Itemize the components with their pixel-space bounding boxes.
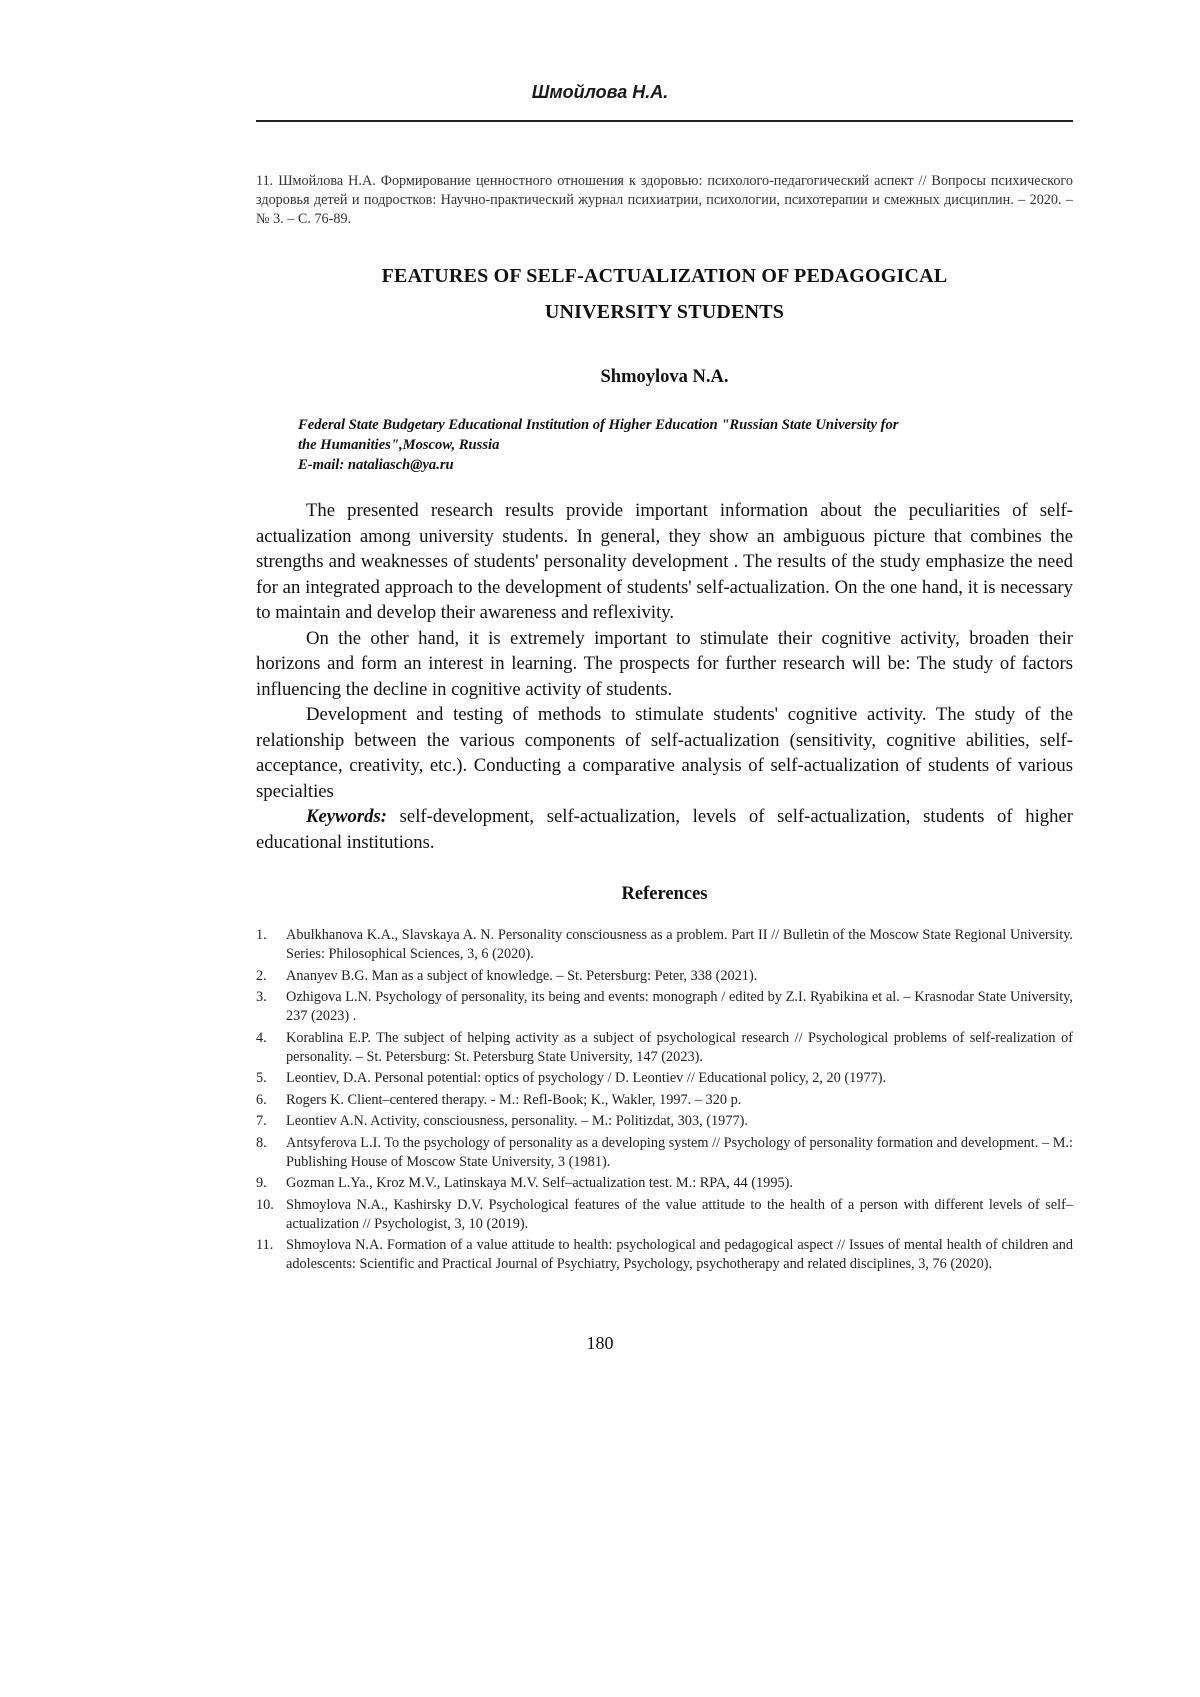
author-name: Shmoylova N.A.: [256, 367, 1073, 388]
references-list: [256, 926, 1073, 1277]
reference-item: [256, 988, 1073, 1026]
reference-number: 9.: [256, 1174, 286, 1193]
affiliation-line-2: the Humanities",Moscow, Russia: [298, 435, 1073, 455]
keywords-text: self-development, self-actualization, levels of self-actualization, students of higher educational institutions.: [256, 806, 1073, 853]
reference-text: Leontiev, D.A. Personal potential: optics of psychology / D. Leontiev // Educational policy, 2, 20 (1977).: [286, 1069, 1073, 1088]
reference-item: [256, 1069, 1073, 1088]
author-email: E-mail: nataliasch@ya.ru: [298, 455, 1073, 475]
reference-text: Shmoylova N.A. Formation of a value attitude to health: psychological and pedagogical aspect // Issues of mental health of children and adolescents: Scientific and Practical Journal of Psychiatry, Psychology, psychotherapy and related disciplines, 3, 76 (2020).: [286, 1236, 1073, 1274]
reference-number: 6.: [256, 1091, 286, 1110]
reference-number: 8.: [256, 1134, 286, 1172]
previous-reference: 11. Шмойлова Н.А. Формирование ценностного отношения к здоровью: психолого-педагогический аспект // Вопросы психического здоровья детей и подростков: Научно-практический журнал психиатрии, психологии, психотерапии и смежных дисциплин. – 2020. – № 3. – С. 76-89.: [256, 172, 1073, 229]
reference-text: Gozman L.Ya., Kroz M.V., Latinskaya M.V. Self–actualization test. M.: RPA, 44 (1995).: [286, 1174, 1073, 1193]
header-divider: [256, 120, 1073, 122]
keywords-paragraph: [256, 804, 1073, 855]
reference-item: [256, 1174, 1073, 1193]
page-number: 180: [0, 1333, 1200, 1354]
reference-number: 10.: [256, 1196, 286, 1234]
abstract-paragraph: On the other hand, it is extremely important to stimulate their cognitive activity, broaden their horizons and form an interest in learning. The prospects for further research will be: The study of factors influencing the decline in cognitive activity of students.: [256, 626, 1073, 703]
title-line-2: UNIVERSITY STUDENTS: [545, 301, 784, 323]
reference-number: 4.: [256, 1029, 286, 1067]
running-head: Шмойлова Н.А.: [0, 82, 1200, 103]
references-heading: References: [256, 884, 1073, 905]
reference-text: Leontiev A.N. Activity, consciousness, personality. – M.: Politizdat, 303, (1977).: [286, 1112, 1073, 1131]
reference-text: Antsyferova L.I. To the psychology of personality as a developing system // Psychology of personality formation and development. – M.: Publishing House of Moscow State University, 3 (1981).: [286, 1134, 1073, 1172]
reference-text: Rogers K. Client–centered therapy. - M.: Refl-Book; K., Wakler, 1997. – 320 p.: [286, 1091, 1073, 1110]
reference-item: [256, 1196, 1073, 1234]
abstract-paragraph: Development and testing of methods to stimulate students' cognitive activity. The study of the relationship between the various components of self-actualization (sensitivity, cognitive abilities, self-acceptance, creativity, etc.). Conducting a comparative analysis of self-actualization of students of various specialties: [256, 702, 1073, 804]
reference-text: Korablina E.P. The subject of helping activity as a subject of psychological research // Psychological problems of self-realization of personality. – St. Petersburg: St. Petersburg State University, 147 (2023).: [286, 1029, 1073, 1067]
reference-number: 5.: [256, 1069, 286, 1088]
reference-number: 2.: [256, 967, 286, 986]
reference-number: 7.: [256, 1112, 286, 1131]
reference-text: Abulkhanova K.A., Slavskaya A. N. Personality consciousness as a problem. Part II // Bulletin of the Moscow State Regional University. Series: Philosophical Sciences, 3, 6 (2020).: [286, 926, 1073, 964]
reference-number: 1.: [256, 926, 286, 964]
reference-item: [256, 926, 1073, 964]
reference-text: Ananyev B.G. Man as a subject of knowledge. – St. Petersburg: Peter, 338 (2021).: [286, 967, 1073, 986]
reference-item: [256, 1091, 1073, 1110]
keywords-label: Keywords:: [306, 806, 387, 827]
reference-item: [256, 1112, 1073, 1131]
reference-text: Shmoylova N.A., Kashirsky D.V. Psychological features of the value attitude to the health of a person with different levels of self–actualization // Psychologist, 3, 10 (2019).: [286, 1196, 1073, 1234]
abstract-paragraph: The presented research results provide important information about the peculiarities of self-actualization among university students. In general, they show an ambiguous picture that combines the strengths and weaknesses of students' personality development . The results of the study emphasize the need for an integrated approach to the development of students' self-actualization. On the one hand, it is necessary to maintain and develop their awareness and reflexivity.: [256, 498, 1073, 626]
article-title: [256, 258, 1073, 330]
reference-item: [256, 1029, 1073, 1067]
title-line-1: FEATURES OF SELF-ACTUALIZATION OF PEDAGOGICAL: [382, 265, 948, 287]
reference-item: [256, 1134, 1073, 1172]
reference-number: 3.: [256, 988, 286, 1026]
affiliation-line-1: Federal State Budgetary Educational Institution of Higher Education "Russian State University for: [298, 415, 1073, 435]
reference-number: 11.: [256, 1236, 286, 1274]
reference-item: [256, 967, 1073, 986]
reference-text: Ozhigova L.N. Psychology of personality, its being and events: monograph / edited by Z.I. Ryabikina et al. – Krasnodar State University, 237 (2023) .: [286, 988, 1073, 1026]
affiliation-block: [298, 415, 1073, 475]
reference-item: [256, 1236, 1073, 1274]
abstract-body: [256, 498, 1073, 855]
